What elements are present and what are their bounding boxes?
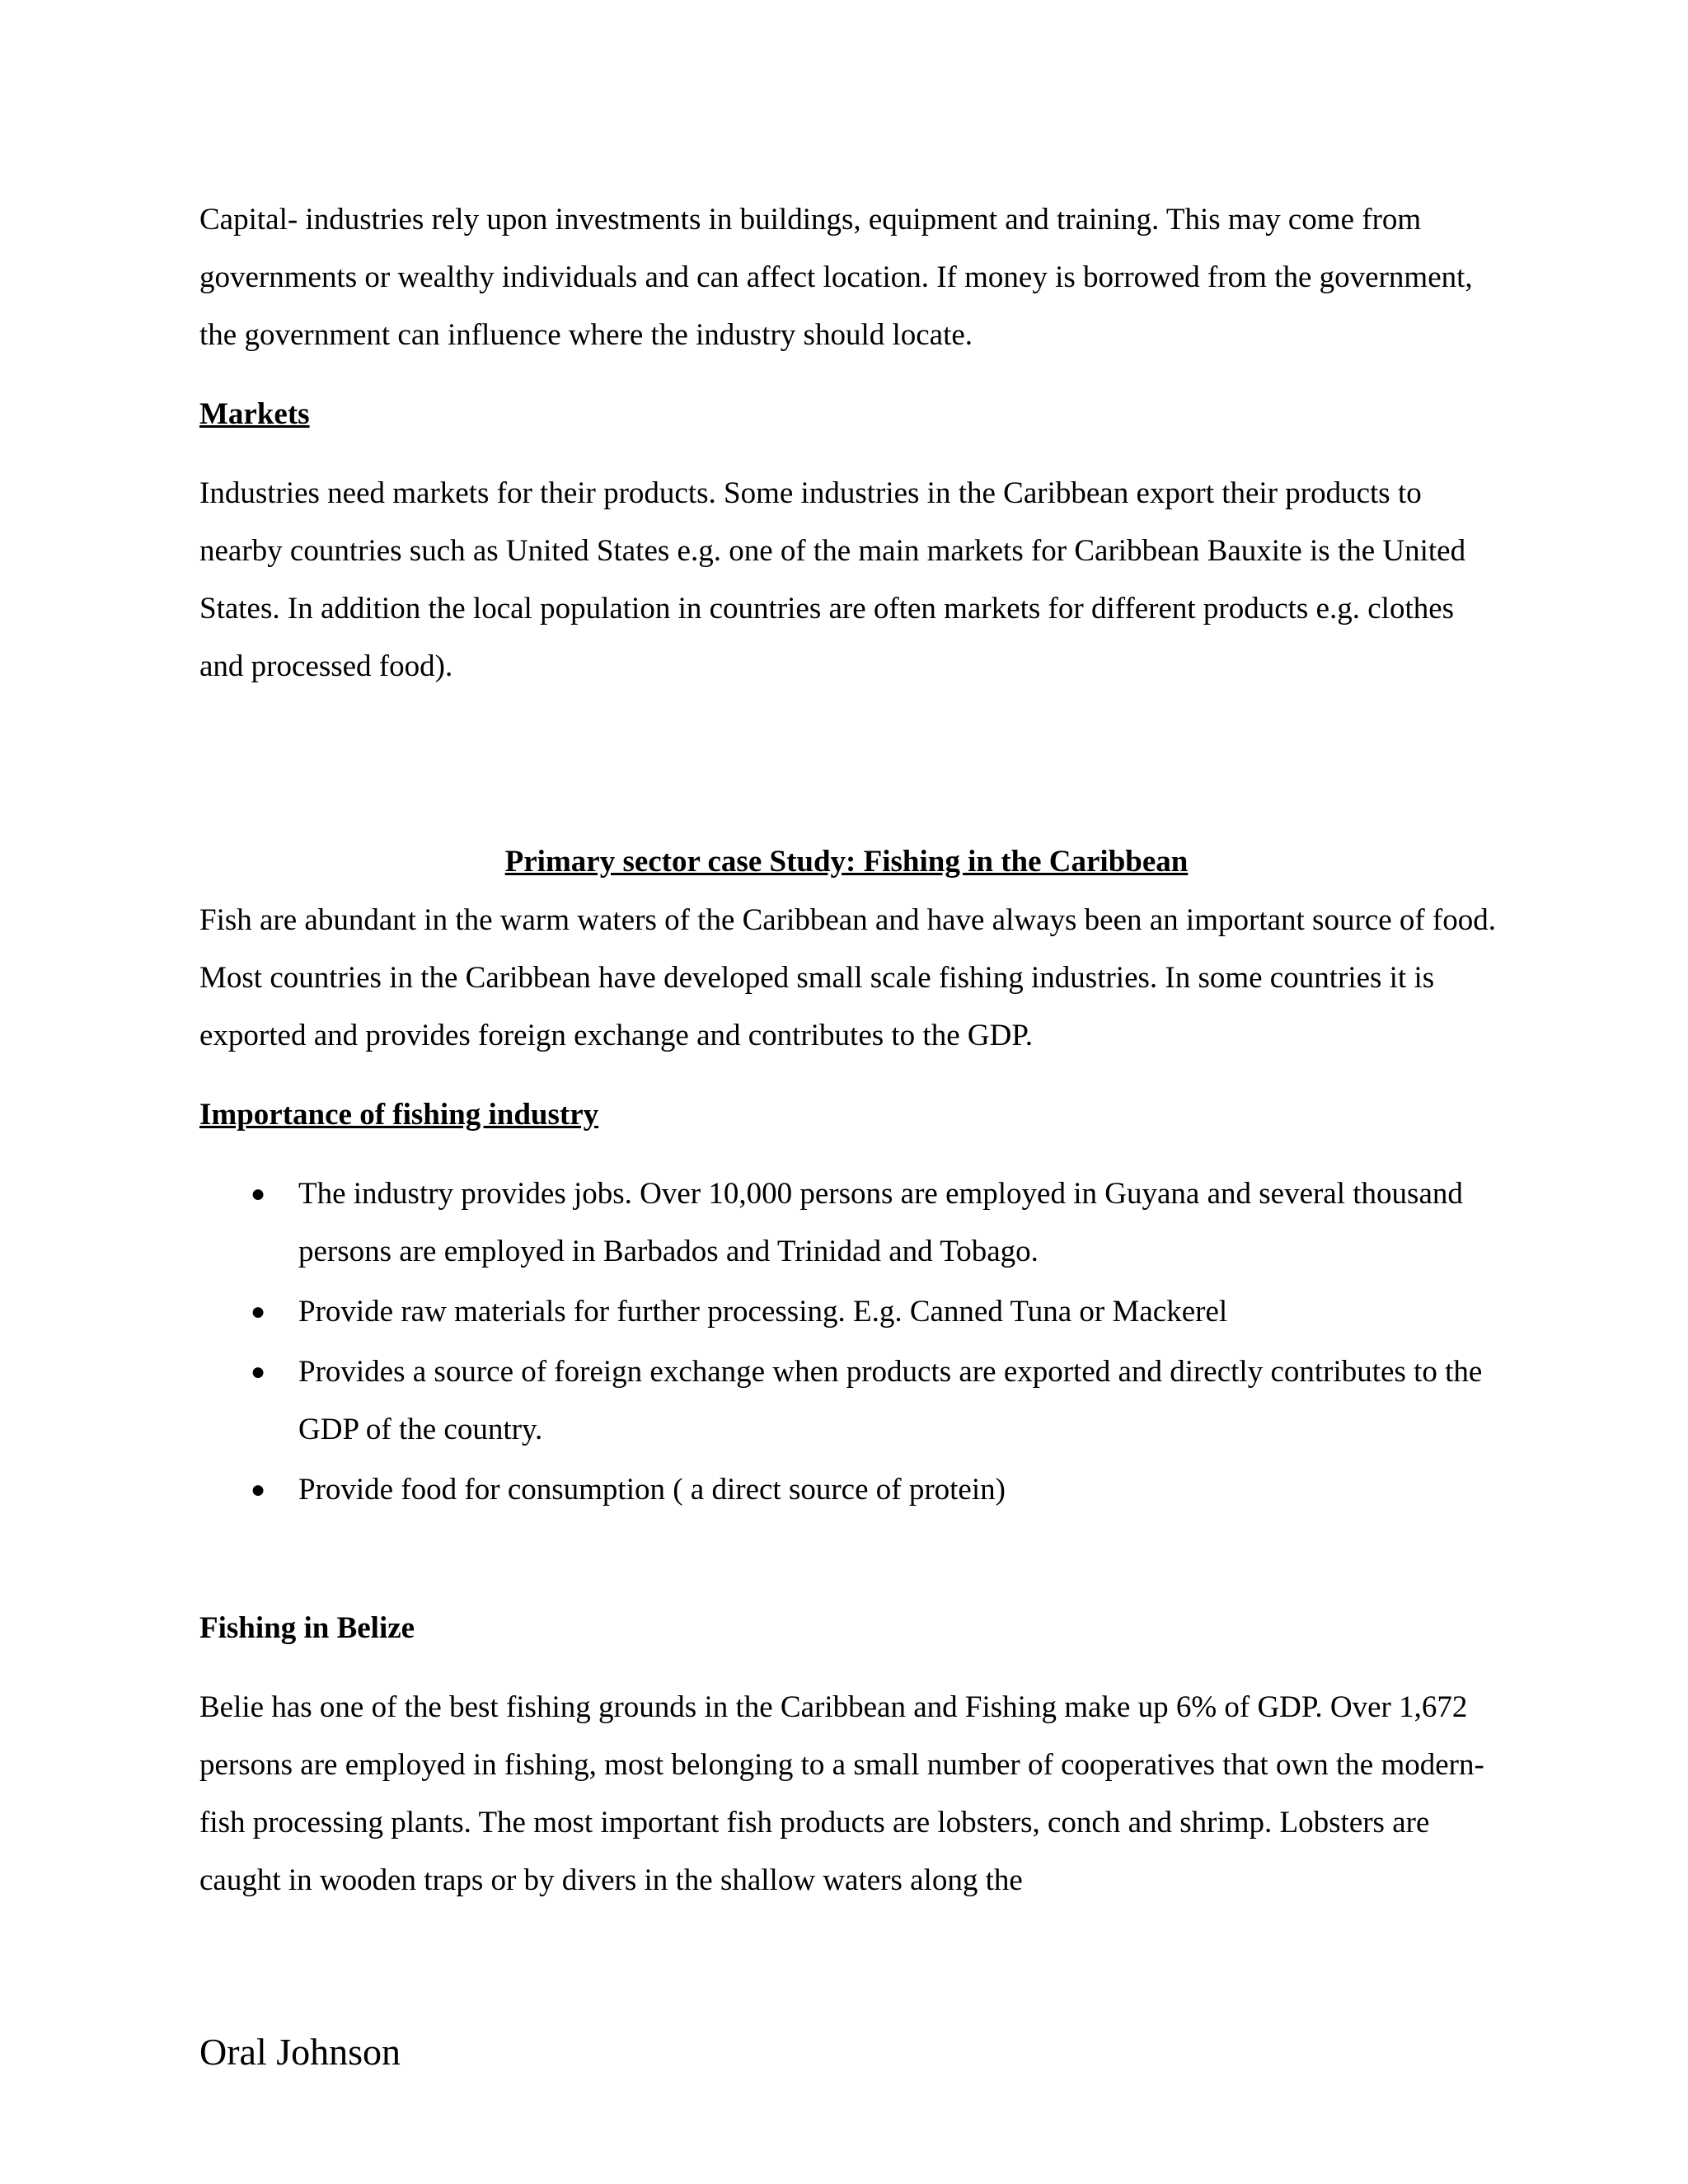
- list-item: [199, 1165, 1502, 1281]
- importance-heading: Importance of fishing industry: [199, 1098, 599, 1132]
- list-item: [199, 1343, 1502, 1459]
- page-content: [199, 191, 1502, 1910]
- footer-author: Oral Johnson: [199, 2031, 401, 2073]
- list-item-text: Provide food for consumption ( a direct source of protein): [298, 1473, 1006, 1507]
- belize-heading: Fishing in Belize: [199, 1611, 415, 1645]
- bullet-icon: ●: [251, 1180, 266, 1207]
- case-study-paragraph: Fish are abundant in the warm waters of the Caribbean and have always been an important source of food. Most countries in the Caribbean have developed small scale fishing industries. In some countries it is exported and provides foreign exchange and contributes to the GDP.: [199, 903, 1497, 1052]
- markets-paragraph: Industries need markets for their products. Some industries in the Caribbean export their products to nearby countries such as United States e.g. one of the main markets for Caribbean Bauxite is the United States. In addition the local population in countries are often markets for different products e.g. clothes and processed food).: [199, 476, 1466, 683]
- importance-list: [199, 1165, 1502, 1519]
- list-item-text: Provides a source of foreign exchange when products are exported and directly contributes to the GDP of the country.: [298, 1355, 1483, 1446]
- bullet-icon: ●: [251, 1298, 266, 1325]
- case-study-heading: Primary sector case Study: Fishing in the Caribbean: [504, 845, 1189, 879]
- bullet-icon: ●: [251, 1358, 266, 1385]
- bullet-icon: ●: [251, 1476, 266, 1503]
- markets-heading: Markets: [199, 397, 310, 431]
- list-item: [199, 1461, 1502, 1519]
- list-item-text: Provide raw materials for further processing. E.g. Canned Tuna or Mackerel: [298, 1295, 1228, 1329]
- capital-paragraph: Capital- industries rely upon investments in buildings, equipment and training. This may come from governments or wealthy individuals and can affect location. If money is borrowed from the government, the government can influence where the industry should locate.: [199, 203, 1473, 352]
- belize-paragraph: Belie has one of the best fishing grounds in the Caribbean and Fishing make up 6% of GDP. Over 1,672 persons are employed in fishing, most belonging to a small number of cooperatives that own the modern-fish processing plants. The most important fish products are lobsters, conch and shrimp. Lobsters are caught in wooden traps or by divers in the shallow waters along the: [199, 1690, 1484, 1897]
- list-item: [199, 1283, 1502, 1341]
- list-item-text: The industry provides jobs. Over 10,000 persons are employed in Guyana and several thousand persons are employed in Barbados and Trinidad and Tobago.: [298, 1177, 1463, 1268]
